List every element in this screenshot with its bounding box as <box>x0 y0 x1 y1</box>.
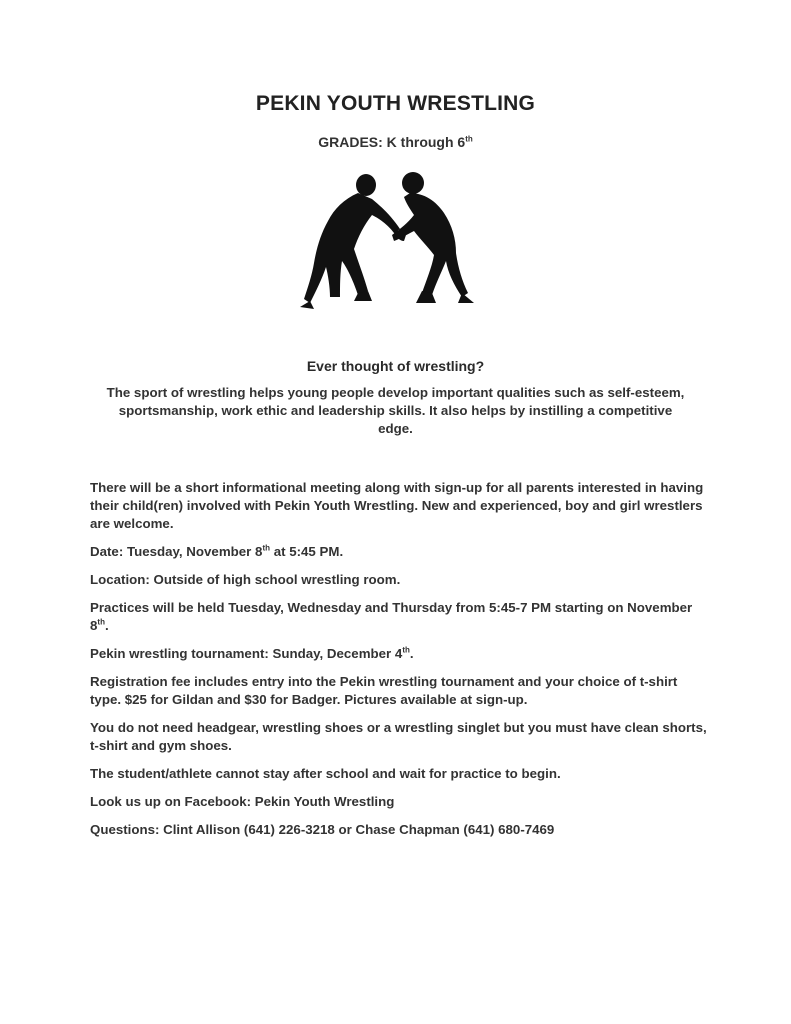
intro-question: Ever thought of wrestling? <box>306 358 485 374</box>
date-superscript: th <box>262 543 270 553</box>
wrestlers-silhouette-icon <box>296 163 478 313</box>
date-text: Date: Tuesday, November 8 <box>90 544 263 559</box>
tournament-text: Pekin wrestling tournament: Sunday, December 4 <box>90 646 403 661</box>
equipment-paragraph: You do not need headgear, wrestling shoes or a wrestling singlet but you must have clean shorts, t-shirt and gym shoes. <box>90 720 707 753</box>
meeting-paragraph: There will be a short informational meeting along with sign-up for all parents interested in having their child(ren) involved with Pekin Youth Wrestling. New and experienced, boy and girl wrestlers are welcome. <box>90 480 704 531</box>
tournament-end: . <box>409 646 414 661</box>
after-school-line: The student/athlete cannot stay after school and wait for practice to begin. <box>90 766 561 781</box>
tournament-line <box>90 645 710 663</box>
grades-superscript: th <box>465 134 473 144</box>
grades-text: GRADES: K through 6 <box>318 134 466 150</box>
page-title: PEKIN YOUTH WRESTLING <box>255 92 536 115</box>
practices-end: . <box>104 618 109 633</box>
facebook-line: Look us up on Facebook: Pekin Youth Wrestling <box>90 794 395 809</box>
practices-line <box>90 599 710 635</box>
practices-superscript: th <box>97 617 105 627</box>
tournament-superscript: th <box>402 645 410 655</box>
practices-text: Practices will be held Tuesday, Wednesday and Thursday from 5:45-7 PM starting on November 8 <box>90 600 693 633</box>
intro-paragraph: The sport of wrestling helps young people develop important qualities such as self-esteem, sportsmanship, work ethic and leadership skills. It also helps by instilling a competitive edge. <box>106 385 685 436</box>
location-line: Location: Outside of high school wrestling room. <box>90 572 401 587</box>
details-section <box>90 479 710 849</box>
registration-paragraph: Registration fee includes entry into the Pekin wrestling tournament and your choice of t-shirt type. $25 for Gildan and $30 for Badger. Pictures available at sign-up. <box>90 674 678 707</box>
date-line <box>90 543 710 561</box>
grades-line <box>0 134 791 150</box>
questions-line: Questions: Clint Allison (641) 226-3218 or Chase Chapman (641) 680-7469 <box>90 822 555 837</box>
date-time: at 5:45 PM. <box>270 544 344 559</box>
